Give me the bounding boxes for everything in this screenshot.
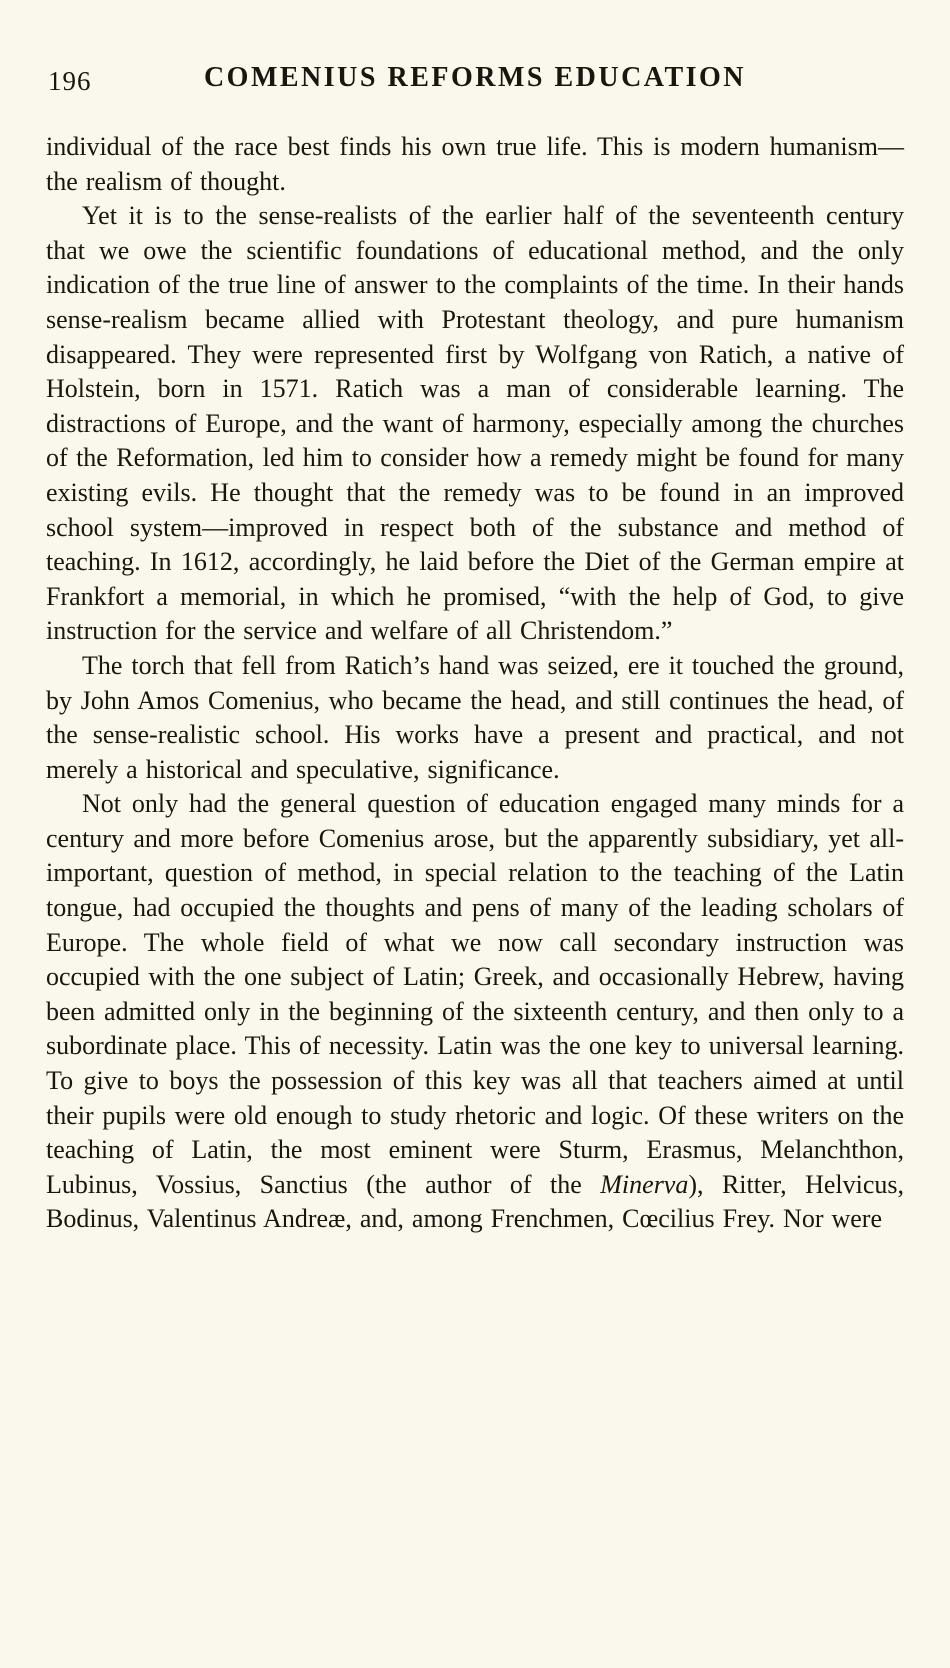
paragraph-text: ), Ritter, Helvicus, Bodinus, Valentinus Andreæ, and, among Frenchmen, Cœcilius Frey. Nor were xyxy=(46,1169,905,1234)
paragraph-text: Yet it is to the sense-realists of the earlier half of the seventeenth century that we owe the scientific foundations of educational method, and the only indication of the true line of answer to the complaints of the time. In their hands sense-realism became allied with Protestant theology, and pure humanism disappeared. They were represented first by Wolfgang von Ratich, a native of Holstein, born in 1571. Ratich was a man of considerable learning. The distractions of Europe, and the want of harmony, especially among the churches of the Reformation, led him to consider how a remedy might be found for many existing evils. He thought that the remedy was to be found in an improved school system—improved in respect both of the substance and method of teaching. In 1612, accordingly, he laid before the Diet of the German empire at Frankfort a memorial, in which he promised, “with the help of God, to give instruction for the service and welfare of all Christendom.” xyxy=(46,201,904,646)
page-number: 196 xyxy=(48,66,92,96)
paragraph xyxy=(46,199,904,649)
italic-text: Minerva xyxy=(600,1169,689,1199)
paragraph xyxy=(46,130,904,199)
page-body xyxy=(46,130,904,1237)
page-header xyxy=(46,62,904,106)
paragraph xyxy=(46,649,904,787)
paragraph-text: Not only had the general question of education engaged many minds for a century and more before Comenius arose, but the apparently subsidiary, yet all-important, question of method, in special relation to the teaching of the Latin tongue, had occupied the thoughts and pens of many of the leading scholars of Europe. The whole field of what we now call secondary instruction was occupied with the one subject of Latin; Greek, and occasionally Hebrew, having been admitted only in the beginning of the sixteenth century, and then only to a subordinate place. This of necessity. Latin was the one key to universal learning. To give to boys the possession of this key was all that teachers aimed at until their pupils were old enough to study rhetoric and logic. Of these writers on the teaching of Latin, the most eminent were Sturm, Erasmus, Melanchthon, Lubinus, Vossius, Sanctius (the author of the xyxy=(46,789,904,1199)
running-title: COMENIUS REFORMS EDUCATION xyxy=(203,62,747,93)
paragraph-text: individual of the race best finds his own true life. This is modern humanism—the realism of thought. xyxy=(46,132,904,196)
paragraph-text: The torch that fell from Ratich’s hand was seized, ere it touched the ground, by John Amos Comenius, who became the head, and still continues the head, of the sense-realistic school. His works have a present and practical, and not merely a historical and speculative, significance. xyxy=(46,650,904,784)
paragraph xyxy=(46,787,904,1237)
